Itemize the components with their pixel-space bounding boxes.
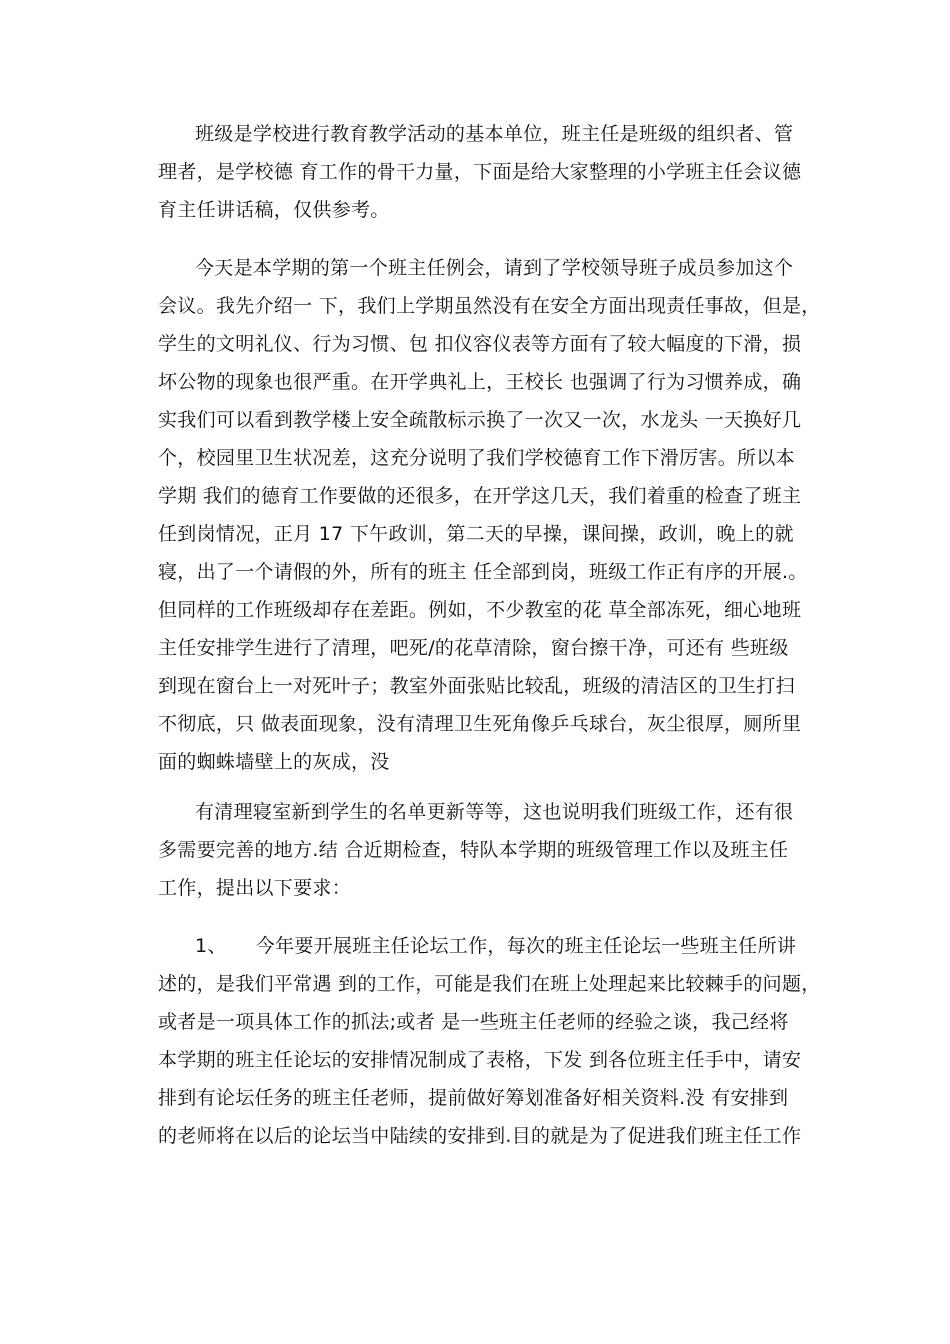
paragraph-4-line-1: 1、 今年要开展班主任论坛工作，每次的班主任论坛一些班主任所讲 [195, 935, 797, 957]
paragraph-3-line-1: 有清理寝室新到学生的名单更新等等，这也说明我们班级工作，还有很 [195, 801, 794, 823]
paragraph-2-line-13: 不彻底，只 做表面现象，没有清理卫生死角像乒乓球台，灰尘很厚，厕所里 [158, 713, 802, 735]
paragraph-4-line-3: 或者是一项具体工作的抓法;或者 是一些班主任老师的经验之谈，我己经将 [158, 1011, 789, 1033]
paragraph-4-line-6: 的老师将在以后的论坛当中陆续的安排到.目的就是为了促进我们班主任工作 [158, 1125, 802, 1147]
paragraph-1-line-2: 理者，是学校德 育工作的骨干力量，下面是给大家整理的小学班主任会议德 [158, 161, 802, 183]
paragraph-4-line-4: 本学期的班主任论坛的安排情况制成了表格，下发 到各位班主任手中，请安 [158, 1049, 802, 1071]
paragraph-2-line-10: 但同样的工作班级却存在差距。例如，不少教室的花 草全部冻死，细心地班 [158, 599, 802, 621]
paragraph-2-line-4: 坏公物的现象也很严重。在开学典礼上，王校长 也强调了行为习惯养成，确 [158, 371, 802, 393]
paragraph-2-line-9: 寝，出了一个请假的外，所有的班主 任全部到岗，班级工作正有序的开展.。 [158, 561, 808, 583]
paragraph-1-line-3: 育主任讲话稿，仅供参考。 [158, 199, 390, 221]
paragraph-2-line-6: 个，校园里卫生状况差，这充分说明了我们学校德育工作下滑厉害。所以本 [158, 447, 795, 469]
paragraph-1-line-1: 班级是学校进行教育教学活动的基本单位，班主任是班级的组织者、管 [195, 123, 794, 145]
paragraph-2-line-1: 今天是本学期的第一个班主任例会，请到了学校领导班子成员参加这个 [195, 257, 794, 279]
paragraph-2-line-3: 学生的文明礼仪、行为习惯、包 扣仪容仪表等方面有了较大幅度的下滑，损 [158, 333, 802, 355]
paragraph-2-line-5: 实我们可以看到教学楼上安全疏散标示换了一次又一次，水龙头 一天换好几 [158, 409, 802, 431]
paragraph-2-line-11: 主任安排学生进行了清理，吧死/的花草清除，窗台擦干净，可还有 些班级 [158, 637, 789, 659]
paragraph-2-line-12: 到现在窗台上一对死叶子；教室外面张贴比较乱，班级的清洁区的卫生打扫 [158, 675, 795, 697]
paragraph-3-line-2: 多需要完善的地方.结 合近期检查，特队本学期的班级管理工作以及班主任 [158, 839, 789, 861]
paragraph-2-line-8: 任到岗情况，正月 17 下午政训，第二天的早操，课间操，政训，晚上的就 [158, 523, 794, 545]
paragraph-2-line-7: 学期 我们的德育工作要做的还很多，在开学这几天，我们着重的检查了班主 [158, 485, 802, 507]
paragraph-2-line-2: 会议。我先介绍一 下，我们上学期虽然没有在安全方面出现责任事故，但是， [158, 295, 821, 317]
paragraph-4-line-2: 述的，是我们平常遇 到的工作，可能是我们在班上处理起来比较棘手的问题， [158, 973, 821, 995]
paragraph-3-line-3: 工作，提出以下要求： [158, 877, 352, 899]
paragraph-2-line-14: 面的蜘蛛墙壁上的灰成，没 [158, 751, 390, 773]
paragraph-4-line-5: 排到有论坛任务的班主任老师，提前做好筹划准备好相关资料.没 有安排到 [158, 1087, 789, 1109]
